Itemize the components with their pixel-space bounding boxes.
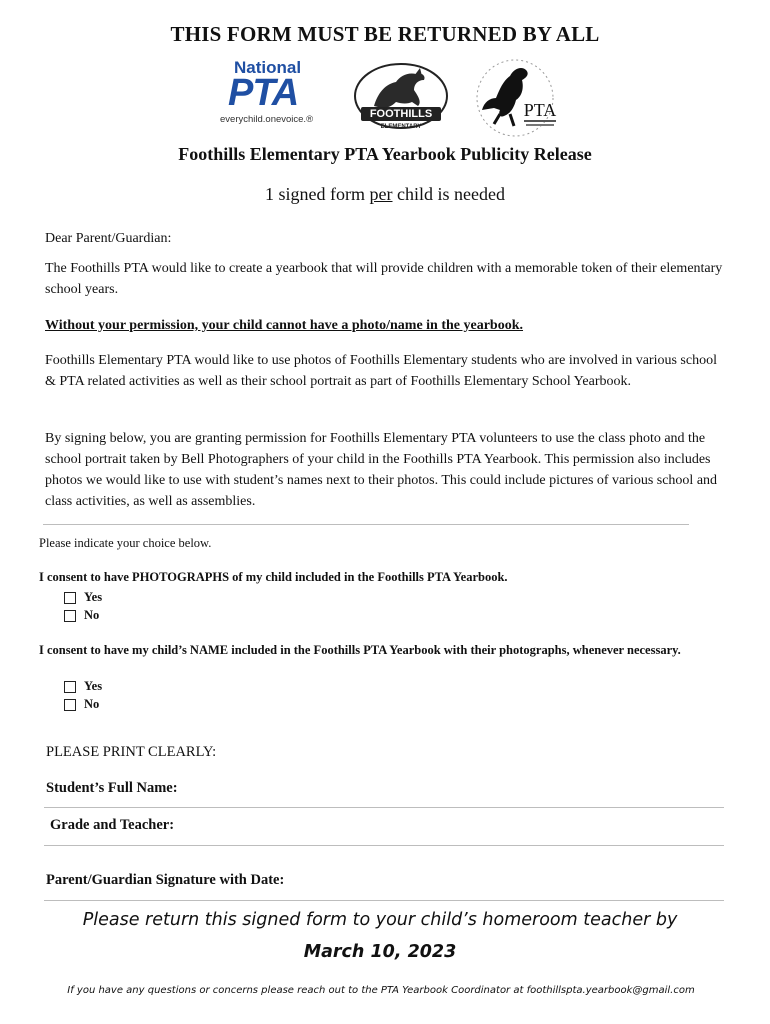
page-title: Foothills Elementary PTA Yearbook Publicity Release <box>178 144 592 164</box>
grade-teacher-field[interactable] <box>44 845 724 846</box>
photo-consent-question: I consent to have PHOTOGRAPHS of my child included in the Foothills PTA Yearbook. <box>39 570 508 584</box>
subtitle-before: 1 signed form <box>265 184 370 204</box>
pta-small-logo-text: PTA <box>523 100 557 120</box>
letter-greeting: Dear Parent/Guardian: <box>45 231 172 246</box>
foothills-horse-logo <box>352 62 450 130</box>
foothills-logo-subtext: ELEMENTARY <box>380 124 422 130</box>
grade-teacher-label: Grade and Teacher: <box>50 817 175 833</box>
return-deadline: March 10, 2023 <box>303 942 457 962</box>
student-name-label: Student’s Full Name: <box>46 780 178 796</box>
option-label: No <box>84 608 100 622</box>
section-divider <box>43 524 689 525</box>
contact-note: If you have any questions or concerns please reach out to the PTA Yearbook Coordinator at foothillspta.yearbook@gmail.com <box>67 985 695 996</box>
signature-field[interactable] <box>44 900 724 901</box>
option-label: No <box>84 697 100 711</box>
name-consent-yes[interactable] <box>64 679 102 694</box>
choice-instruction: Please indicate your choice below. <box>39 536 212 550</box>
print-clearly-note: PLEASE PRINT CLEARLY: <box>46 744 217 760</box>
return-instruction: Please return this signed form to your child’s homeroom teacher by <box>82 910 678 930</box>
foothills-logo-text: FOOTHILLS <box>369 108 433 120</box>
photo-consent-yes[interactable] <box>64 590 102 605</box>
subtitle-underlined: per <box>369 184 393 204</box>
national-pta-logo-top: National <box>234 58 302 77</box>
letter-paragraph-2: Foothills Elementary PTA would like to use photos of Foothills Elementary students who are involved in various school & PTA related activities as well as their school portrait as part of Foothills Elementary School Yearbook. <box>45 353 717 389</box>
permission-warning: Without your permission, your child cannot have a photo/name in the yearbook. <box>45 318 524 333</box>
checkbox-icon[interactable] <box>64 681 76 693</box>
letter-paragraph-1: The Foothills PTA would like to create a yearbook that will provide children with a memorable token of their elementary school years. <box>45 261 723 297</box>
page-subtitle <box>0 184 770 205</box>
horse-pta-logo <box>470 58 560 138</box>
name-consent-question: I consent to have my child’s NAME included in the Foothills PTA Yearbook with their photographs, whenever necessary. <box>39 643 681 657</box>
national-pta-logo-big: PTA <box>228 72 299 114</box>
option-label: Yes <box>84 679 103 693</box>
subtitle-after: child is needed <box>392 184 505 204</box>
checkbox-icon[interactable] <box>64 592 76 604</box>
photo-consent-no[interactable] <box>64 608 99 623</box>
letter-paragraph-3: By signing below, you are granting permission for Foothills Elementary PTA volunteers to use the class photo and the school portrait taken by Bell Photographers of your child in the Foothills PTA Yearbook. This permission also includes photos we would like to use with student’s names next to their photos. This could include pictures of various school and class activities, as well as assemblies. <box>45 431 718 509</box>
option-label: Yes <box>84 590 103 604</box>
signature-label: Parent/Guardian Signature with Date: <box>46 872 285 888</box>
student-name-field[interactable] <box>44 807 724 808</box>
checkbox-icon[interactable] <box>64 610 76 622</box>
national-pta-logo <box>218 58 330 130</box>
national-pta-tagline: everychild.onevoice.® <box>220 114 314 125</box>
name-consent-no[interactable] <box>64 697 99 712</box>
checkbox-icon[interactable] <box>64 699 76 711</box>
form-banner: THIS FORM MUST BE RETURNED BY ALL <box>170 22 600 46</box>
